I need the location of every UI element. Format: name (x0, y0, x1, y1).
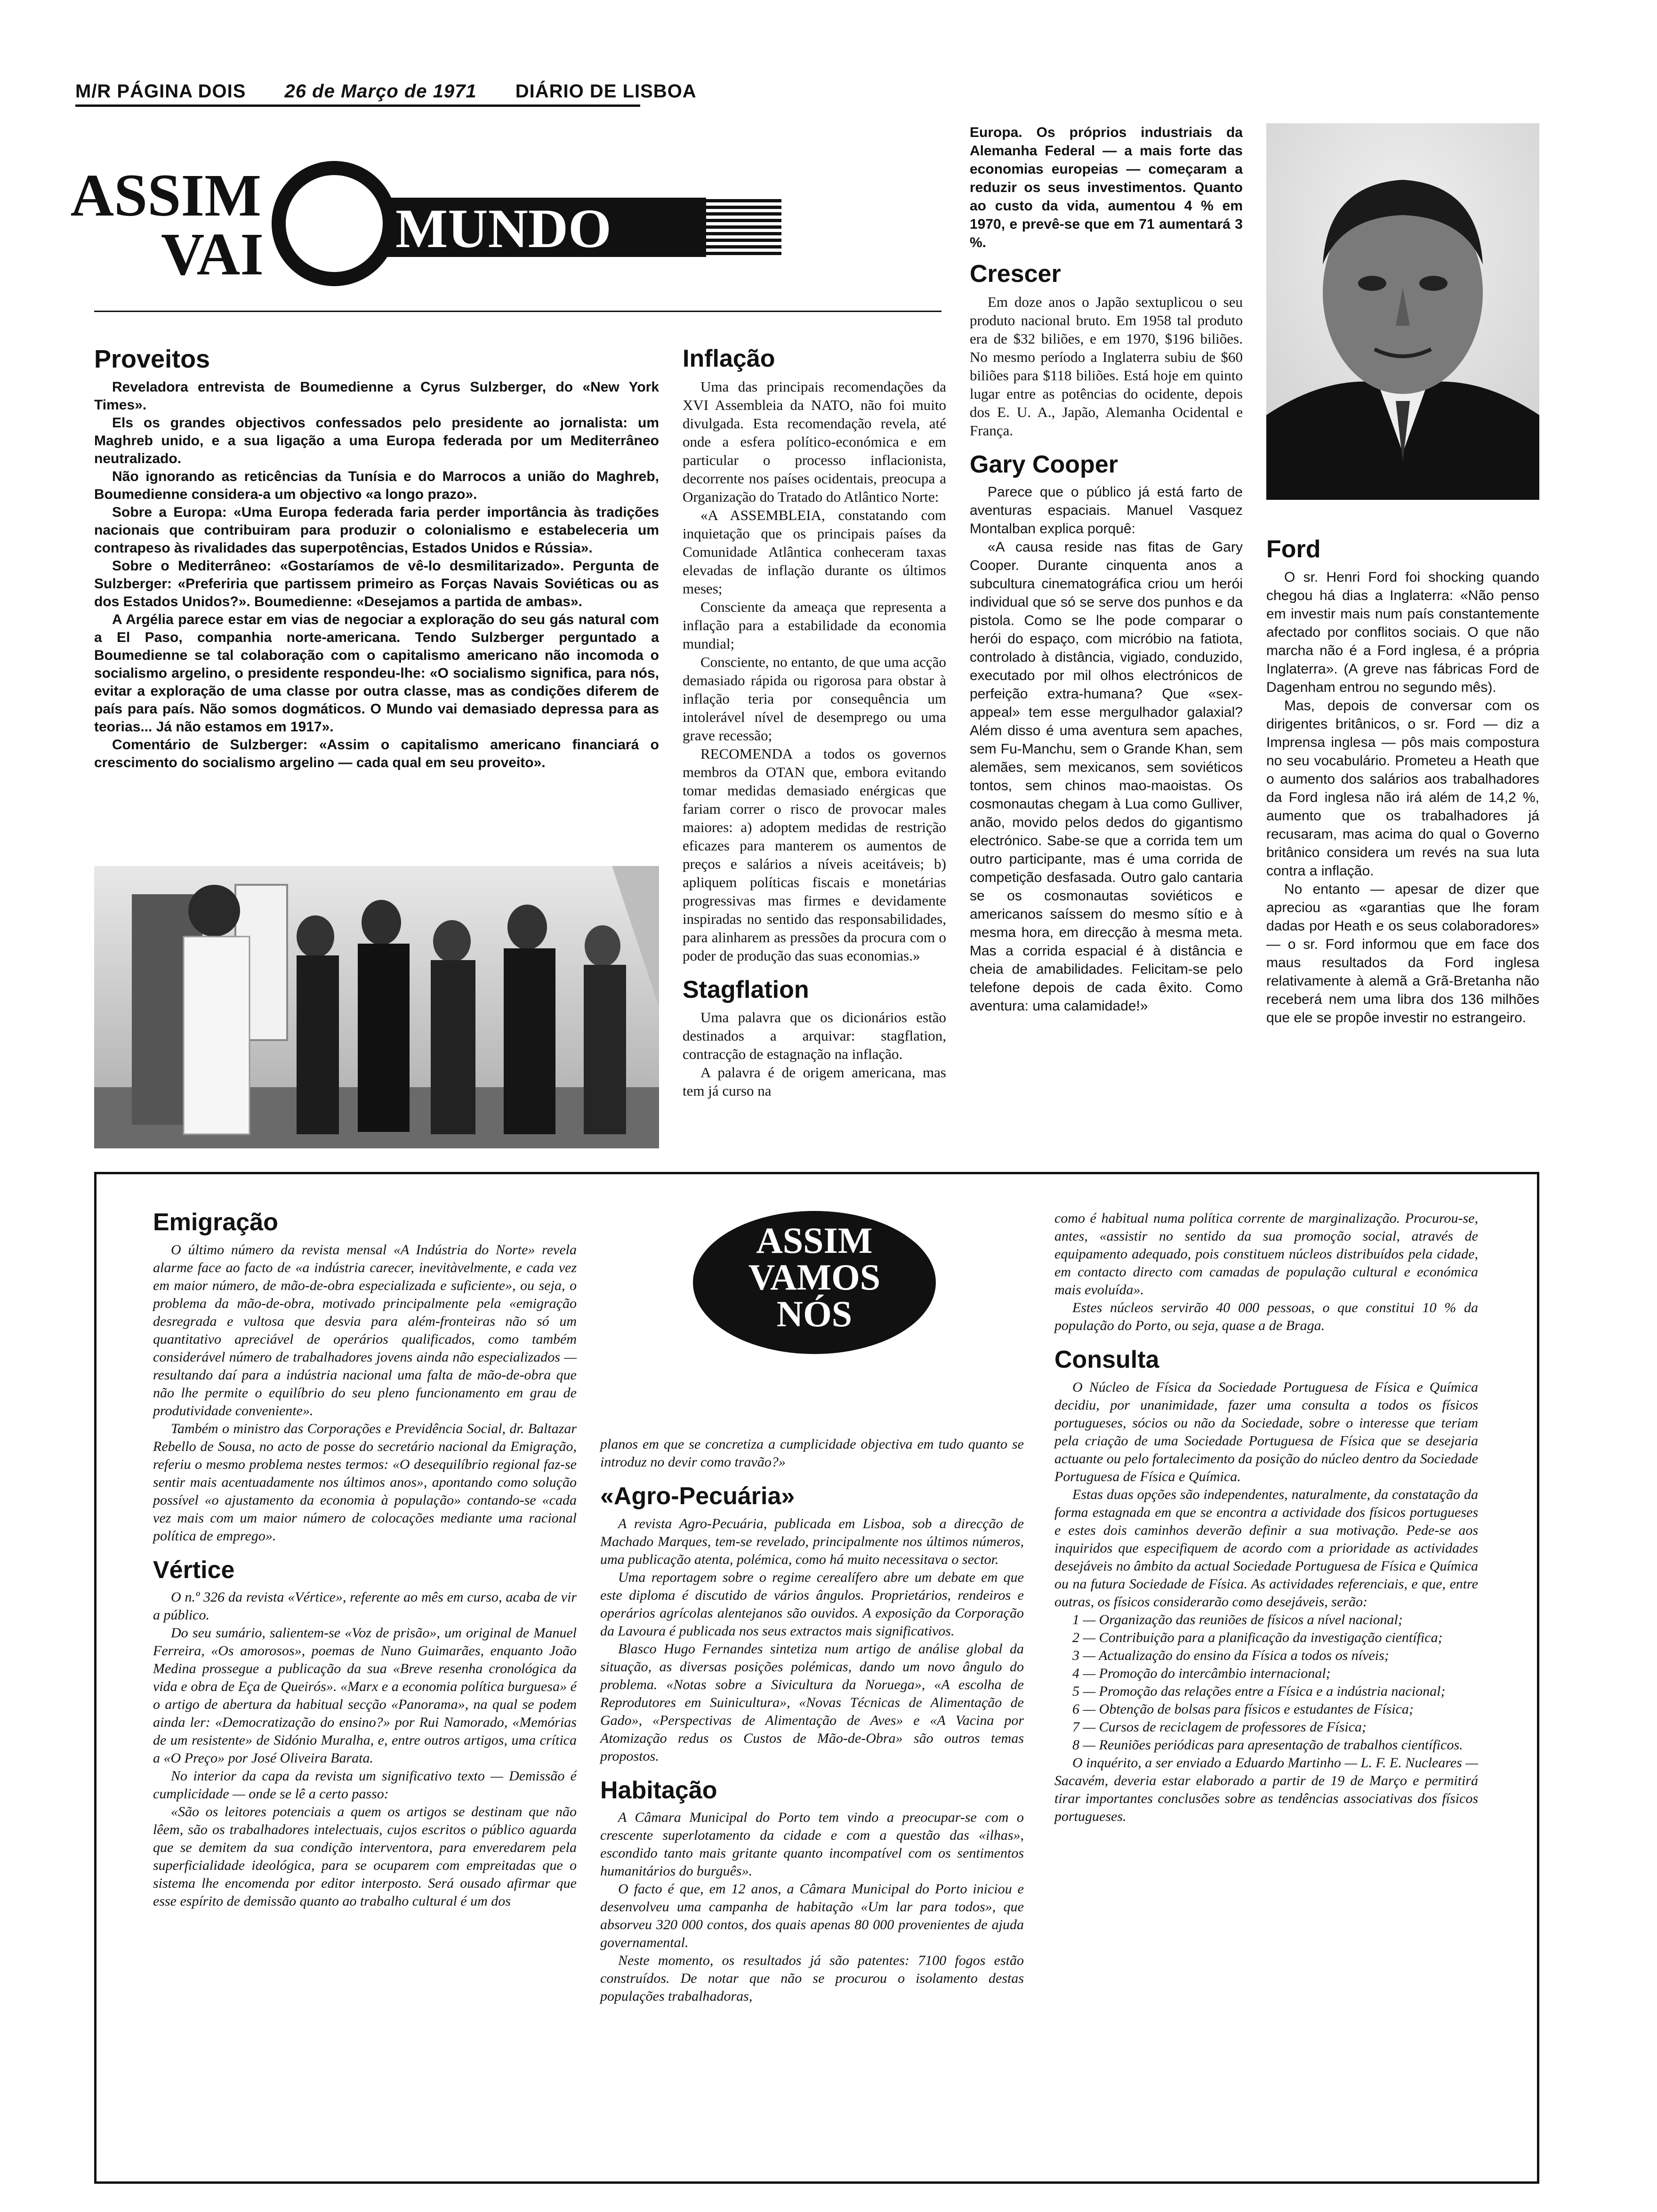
badge-line-2: VAMOS (748, 1257, 881, 1298)
vertice-para-1: O n.º 326 da revista «Vértice», referente ao mês em curso, acaba de vir a público. (153, 1589, 577, 1623)
badge-line-1: ASSIM (756, 1220, 873, 1261)
logo-word-assim: ASSIM (70, 162, 261, 229)
consulta-para-2: Estas duas opções são independentes, naturalmente, da constatação da forma estagnada em que se encontra a actividade dos físicos portugueses e estes dois caminhos deverão definir a sua motivação. Pede-se aos inquiridos que especifiquem de acordo com a prioridade as actividades desejáveis no âmbito da actual Sociedade Portuguesa de Física e Química ou na futura Sociedade de Física. As actividades referenciais, e que, entre outras, os físicos considerarão como desejáveis, serão: (1054, 1486, 1478, 1610)
heading-agro-pecuaria: «Agro-Pecuária» (600, 1483, 795, 1510)
column-inflacao (683, 346, 946, 1100)
assim-vamos-nos-badge (692, 1210, 937, 1355)
vertice-para-3: No interior da capa da revista um significativo texto — Demissão é cumplicidade — onde se lê a certo passo: (153, 1768, 577, 1802)
assim-vai-mundo-logo (70, 153, 828, 294)
ford-para-1: O sr. Henri Ford foi shocking quando chegou há dias a Inglaterra: «Não penso em investir mais num país constantemente afectado por conflitos sociais. O que não marcha não é a Ford inglesa, é a própria Inglaterra». (A greve nas fábricas Ford de Dagenham entrou no segundo mês). (1266, 569, 1539, 695)
column-consulta (1054, 1210, 1478, 1826)
crescer-para-1: Em doze anos o Japão sextuplicou o seu produto nacional bruto. Em 1958 tal produto era de $32 biliões, e em 1970, $196 biliões. No mesmo período a Inglaterra subiu de $60 biliões para $118 biliões. Está hoje em quinto lugar entre as potências do ocidente, depois dos E. U. A., Japão, Alemanha Ocidental e França. (970, 293, 1243, 439)
habitacao-para-3: Neste momento, os resultados já são patentes: 7100 fogos estão construídos. De notar que não se procurou o isolamento destas populações trabalhadoras, (600, 1953, 1024, 2004)
photo-boumedienne-delegation (94, 866, 659, 1148)
proveitos-para-4: Sobre a Europa: «Uma Europa federada faria perder importância às tradições nacionais que contribuiram para produzir o colonialismo e estabeleceria um contrapeso às rivalidades das superpotências, Estados Unidos e Rússia». (94, 504, 659, 556)
column-emigracao-vertice (153, 1210, 577, 1910)
agro-para-2: Uma reportagem sobre o regime cerealífero abre um debate em que este diploma é discutido de vários ângulos. Proprietários, rendeiros e operários agrícolas alentejanos são ouvidos. A exposição da Corporação da Lavoura é publicada nos seus extractos mais significativos. (600, 1569, 1024, 1639)
heading-consulta: Consulta (1054, 1346, 1159, 1373)
page-label: M/R PÁGINA DOIS (75, 81, 246, 102)
proveitos-para-7: Comentário de Sulzberger: «Assim o capitalismo americano financiará o crescimento do socialismo argelino — cada qual em seu proveito». (94, 737, 659, 770)
agro-para-3: Blasco Hugo Fernandes sintetiza num artigo de análise global da situação, as diversas posições polémicas, dando um novo ângulo do problema. «Notas sobre a Sivicultura da Noruega», «A escolha de Reprodutores em Suinicultura», «Novas Técnicas de Alimentação de Gado», «Perspectivas de Alimentação de Aves» e «A Vacina por Atomização redus os Custos de Mão-de-Obra» são outros temas propostos. (600, 1641, 1024, 1764)
logo-underline (94, 311, 941, 312)
heading-inflacao: Inflação (683, 345, 775, 372)
heading-ford: Ford (1266, 536, 1321, 563)
cumplicidade-continuation: planos em que se concretiza a cumplicidade objectiva em tudo quanto se introduz no devir como travão?» (600, 1436, 1024, 1470)
consulta-para-final: O inquérito, a ser enviado a Eduardo Martinho — L. F. E. Nucleares — Sacavém, deveria estar elaborado a partir de 19 de Março e permitirá tirar importantes conclusões sobre as tendências associativas dos físicos portugueses. (1054, 1755, 1478, 1824)
inflacao-para-5: RECOMENDA a todos os governos membros da OTAN que, embora evitando tomar medidas demasiado enérgicas que fariam correr o risco de provocar males maiores: a) adoptem medidas de restrição eficazes para manterem os aumentos de preços e salários a níveis aceitáveis; b) apliquem políticas fiscais e monetárias progressivas mas firmes e devidamente inspiradas no sentido das responsabilidades, para alinharem as pressões da procura com o poder de produção das suas economias.» (683, 745, 946, 964)
article-ford (1266, 537, 1539, 1027)
column-agro-habitacao (600, 1435, 1024, 2005)
consulta-para-1: O Núcleo de Física da Sociedade Portuguesa de Física e Química decidiu, por unanimidade, fazer uma consulta a todos os físicos portugueses, sócios ou não da Sociedade, sobre o interesse que teriam pela criação de uma Sociedade Portuguesa de Física que se desejaria actuante ou pelo fortalecimento da posição do núcleo dentro da Sociedade Portuguesa de Física e Química. (1054, 1379, 1478, 1484)
stagflation-para-2: A palavra é de origem americana, mas tem já curso na (683, 1064, 946, 1099)
consulta-item-3: 3 — Actualização do ensino da Física a todos os níveis; (1072, 1647, 1389, 1663)
habitacao-para-1: A Câmara Municipal do Porto tem vindo a preocupar-se com o crescente superlotamento da cidade e com a questão das «ilhas», escondido tanto mais gritante quanto incompatível com os sentimentos humanitários do burguês». (600, 1810, 1024, 1879)
emigracao-para-2: Também o ministro das Corporações e Previdência Social, dr. Baltazar Rebello de Sousa, no acto de posse do secretário nacional da Emigração, referiu o mesmo problema nestes termos: «O desequilíbrio regional faz-se sentir mais acentuadamente nos últimos anos», apontando como solução possível «o ajustamento da economia à população» contando-se «cada vez mais com um maior número de colocações mediante uma racional política de emprego». (153, 1420, 577, 1544)
habitacao-continuation-1: como é habitual numa política corrente de marginalização. Procurou-se, antes, «assistir no sentido da sua promoção social, através de equipamento adequado, pois constituem núcleos distribuídos pela cidade, em contacto directo com camadas de população cultural e económica mais evoluída». (1054, 1210, 1478, 1298)
inflacao-para-1: Uma das principais recomendações da XVI Assembleia da NATO, não foi muito divulgada. Esta recomendação revela, até onde a esfera político-económica e em particular o processo inflacionista, decorrente nos países ocidentais, preocupa a Organização do Tratado do Atlântico Norte: (683, 378, 946, 505)
consulta-item-2: 2 — Contribuição para a planificação da investigação científica; (1072, 1629, 1443, 1645)
consulta-item-1: 1 — Organização das reuniões de físicos a nível nacional; (1072, 1611, 1403, 1627)
proveitos-para-6: A Argélia parece estar em vias de negociar a exploração do seu gás natural com a El Paso, companhia norte-americana. Tendo Sulzberger perguntado a Boumedienne se tal colaboração com o capitalismo americano não incomoda o socialismo argelino, o presidente respondeu-lhe: «O socialismo significa, para nós, evitar a exploração de uma classe por outra classe, mas as condições diferem de país para país. Não somos dogmáticos. O Mundo vai demasiado depressa para as teorias... Já não estamos em 1917». (94, 611, 659, 735)
gary-para-1: Parece que o público já está farto de aventuras espaciais. Manuel Vasquez Montalban explica porquê: (970, 484, 1243, 537)
heading-stagflation: Stagflation (683, 976, 809, 1003)
inflacao-para-2: «A ASSEMBLEIA, constatando com inquietação que os principais países da Comunidade Atlântica conheceram taxas elevadas de inflação durante os últimos meses; (683, 506, 946, 597)
heading-crescer: Crescer (970, 260, 1061, 288)
inflacao-para-4: Consciente, no entanto, de que uma acção demasiado rápida ou rigorosa para obstar à inflação teria por consequência um intolerável nível de desemprego ou uma grave recessão; (683, 653, 946, 744)
logo-word-mundo: MUNDO (395, 198, 611, 259)
badge-line-3: NÓS (776, 1293, 853, 1334)
consulta-item-7: 7 — Cursos de reciclagem de professores de Física; (1072, 1719, 1367, 1735)
heading-emigracao: Emigração (153, 1209, 278, 1236)
proveitos-para-5: Sobre o Mediterrâneo: «Gostaríamos de vê-lo desmilitarizado». Pergunta de Sulzberger: «Preferiria que partissem primeiro as Forças Navais Soviéticas ou as dos Estados Unidos?». Boumedienne: «Desejamos a partida de ambas». (94, 558, 659, 609)
heading-gary-cooper: Gary Cooper (970, 450, 1118, 478)
article-proveitos (94, 346, 659, 772)
page-header (75, 81, 730, 102)
inflacao-para-3: Consciente da ameaça que representa a inflação para a estabilidade da economia mundial; (683, 598, 946, 652)
vertice-para-4: «São os leitores potenciais a quem os artigos se destinam que não lêem, são os trabalhadores intelectuais, cujos escritos o público aguarda que se demitem da sua condição interventora, para enveredarem pela superficialidade ideológica, para se ocuparem com empreitadas que o sistema lhe encomenda por editor interposto. Será ousado afirmar que esse espírito de demissão quanto ao trabalho cultural é um dos (153, 1804, 577, 1909)
proveitos-para-1: Reveladora entrevista de Boumedienne a Cyrus Sulzberger, do «New York Times». (94, 379, 659, 413)
ford-para-3: No entanto — apesar de dizer que apreciou as «garantias que lhe foram dadas por Heath e os seus colaboradores» — o sr. Ford informou que em face dos maus resultados da Ford inglesa relativamente à alemã a Grã-Bretanha não receberá nem uma libra dos 136 milhões que ele se propôe investir no estrangeiro. (1266, 881, 1539, 1026)
newspaper-name: DIÁRIO DE LISBOA (515, 81, 697, 102)
consulta-item-8: 8 — Reuniões periódicas para apresentação de trabalhos científicos. (1072, 1737, 1463, 1753)
habitacao-continuation-2: Estes núcleos servirão 40 000 pessoas, o que constitui 10 % da população do Porto, ou seja, quase a de Braga. (1054, 1300, 1478, 1333)
agro-para-1: A revista Agro-Pecuária, publicada em Lisboa, sob a direcção de Machado Marques, tem-se revelado, principalmente nos últimos números, uma publicação atenta, polémica, como há muito necessitava o sector. (600, 1515, 1024, 1567)
emigracao-para-1: O último número da revista mensal «A Indústria do Norte» revela alarme face ao facto de «a indústria carecer, inevitàvelmente, e cada vez em maior número, de mão-de-obra especializada e suficiente», ou seja, o problema da mão-de-obra, motivado principalmente pela «emigração desregrada e vultosa que desvia para além-fronteiras não só um quantitativo apreciável de operários qualificados, como também considerável número de trabalhadores jovens ainda não especializados — resultando daí para a indústria nacional uma falta de mão-de-obra que não lhe permite o equilíbrio do seu pleno funcionamento em grau de produtividade conveniente». (153, 1242, 577, 1419)
consulta-item-5: 5 — Promoção das relações entre a Física e a indústria nacional; (1072, 1683, 1446, 1699)
stagflation-para-1: Uma palavra que os dicionários estão destinados a arquivar: stagflation, contracção de estagnação na inflação. (683, 1009, 946, 1063)
heading-habitacao: Habitação (600, 1776, 717, 1804)
gary-para-2: «A causa reside nas fitas de Gary Cooper. Durante cinquenta anos a subcultura cinematográfica criou um herói individual que só se serve dos punhos e da pistola. Como se lhe pode comparar o herói do espaço, com micróbio na fatiota, controlado à distância, vigiado, conduzido, executado por mil olhos electrónicos de perfeição extra-humana? Que «sex-appeal» tem esse mergulhador galaxial? Além disso é uma aventura sem apaches, sem Fu-Manchu, sem o Grande Khan, sem alemães, sem mexicanos, sem soviéticos tontos, sem chinos mao-maoistas. Os cosmonautas chegam à Lua como Gulliver, anão, movido pelos dedos do gigantismo electrónico. Sabe-se que a corrida tem um outro participante, mas é uma corrida de competição desfasada. Outro galo cantaria se os cosmonautas soviéticos e americanos saíssem do mesmo sítio e à mesma hora, em direcção à mesma meta. Mas a corrida espacial é à distância e cheia de amabilidades. Felicitam-se pelo telefone depois de cada êxito. Como aventura: uma calamidade!» (970, 539, 1243, 1014)
header-rule (75, 104, 640, 107)
ford-para-2: Mas, depois de conversar com os dirigentes britânicos, o sr. Ford — diz a Imprensa inglesa — pôs mais compostura no seu vocabulário. Prometeu a Heath que o aumento dos salários aos trabalhadores da Ford inglesa não irá além de 14,2 %, aumento que os trabalhadores já recusaram, mas acima do qual o Governo britânico considera um revés na sua luta contra a inflação. (1266, 697, 1539, 879)
column-crescer-gary (970, 123, 1243, 1015)
proveitos-para-3: Não ignorando as reticências da Tunísia e do Marrocos a união do Maghreb, Boumedienne considera-a um objectivo «a longo prazo». (94, 468, 659, 502)
photo-henry-ford (1266, 123, 1539, 500)
consulta-item-4: 4 — Promoção do intercâmbio internacional; (1072, 1665, 1331, 1681)
proveitos-para-2: Els os grandes objectivos confessados pelo presidente ao jornalista: um Maghreb unido, e a sua ligação a uma Europa federada por um Mediterrâneo neutralizado. (94, 415, 659, 466)
heading-vertice: Vértice (153, 1556, 235, 1584)
vertice-para-2: Do seu sumário, salientem-se «Voz de prisão», um original de Manuel Ferreira, «Os amorosos», poemas de Nuno Guimarães, enquanto João Medina prossegue a publicação da sua «Breve resenha cronológica da vida e obra de Eça de Queirós». «Marx e a economia política burguesa» é o artigo de abertura da habitual secção «Panorama», na qual se podem ainda ler: «Democratização do ensino?» por Rui Namorado, «Memórias de um resistente» de Sidónio Muralha, e, entre outros artigos, uma crítica a «O Preço» por José Oliveira Barata. (153, 1625, 577, 1766)
logo-word-vai: VAI (161, 221, 264, 288)
issue-date: 26 de Março de 1971 (284, 81, 477, 102)
europa-continuation: Europa. Os próprios industriais da Alemanha Federal — a mais forte das economias europeias — começaram a reduzir os seus investimentos. Quanto ao custo da vida, aumentou 4 % em 1970, e prevê-se que em 71 aumentará 3 %. (970, 125, 1243, 250)
habitacao-para-2: O facto é que, em 12 anos, a Câmara Municipal do Porto iniciou e desenvolveu uma campanha de habitação «Um lar para todos», que absorveu 320 000 contos, dos quais apenas 80 000 provenientes de ajuda governamental. (600, 1881, 1024, 1951)
heading-proveitos: Proveitos (94, 345, 210, 373)
consulta-item-6: 6 — Obtenção de bolsas para físicos e estudantes de Física; (1072, 1701, 1414, 1717)
